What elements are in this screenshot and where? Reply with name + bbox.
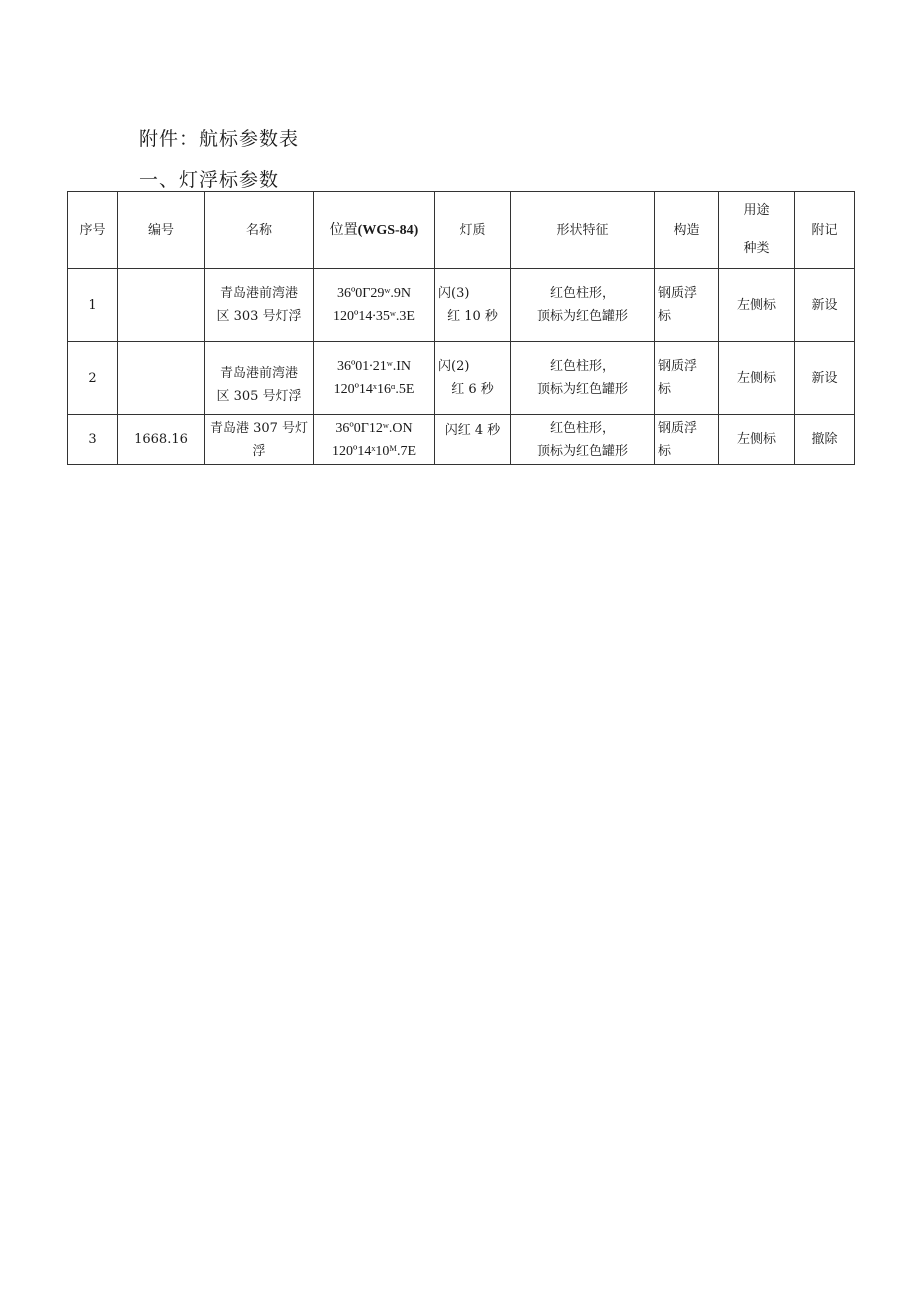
- cell-name: [205, 342, 314, 415]
- cell-usage: 左侧标: [719, 415, 795, 465]
- cell-code: [118, 269, 205, 342]
- header-usage-line2: 种类: [743, 241, 770, 256]
- header-position-prefix: 位置: [329, 222, 358, 238]
- cell-name-line2: 浮: [252, 443, 266, 459]
- cell-name-line1: 青岛港前湾港: [219, 286, 298, 301]
- cell-longitude: 120º14ˣ10ᴹ.7E: [332, 443, 416, 459]
- cell-structure-line2: 标: [658, 443, 672, 459]
- cell-seq: 3: [68, 415, 118, 465]
- cell-shape: [511, 342, 655, 415]
- cell-structure-line1: 钢质浮: [658, 420, 698, 436]
- cell-name-line2: 区 305 号灯浮: [216, 389, 302, 404]
- cell-position: [314, 342, 435, 415]
- header-usage: [719, 192, 795, 269]
- cell-light-line1: 闪(3): [438, 286, 470, 301]
- cell-structure: [655, 342, 719, 415]
- cell-name-line1: 青岛港前湾港: [219, 366, 298, 381]
- cell-structure-line1: 钢质浮: [658, 359, 698, 374]
- header-structure: 构造: [655, 192, 719, 269]
- header-remark: 附记: [795, 192, 855, 269]
- header-light: 灯质: [435, 192, 511, 269]
- cell-code: [118, 342, 205, 415]
- cell-shape-line2: 顶标为红色罐形: [536, 382, 628, 397]
- cell-light-line1: 闪红 4 秒: [444, 423, 501, 438]
- cell-shape-line2: 顶标为红色罐形: [536, 309, 628, 324]
- cell-structure-line2: 标: [658, 382, 672, 397]
- cell-remark: 新设: [795, 269, 855, 342]
- header-position: [314, 192, 435, 269]
- cell-name-line1: 青岛港 307 号灯: [209, 420, 309, 436]
- header-name: 名称: [205, 192, 314, 269]
- cell-position: [314, 269, 435, 342]
- cell-remark: 撤除: [795, 415, 855, 465]
- cell-code: 1668.16: [118, 415, 205, 465]
- cell-structure-line1: 钢质浮: [658, 286, 698, 301]
- cell-name: [205, 269, 314, 342]
- cell-position: [314, 415, 435, 465]
- cell-light-line2: 红 6 秒: [451, 382, 494, 397]
- cell-shape: [511, 415, 655, 465]
- table-row: [68, 342, 855, 415]
- cell-usage: 左侧标: [719, 342, 795, 415]
- cell-longitude: 120º14∙35ʷ.3E: [333, 309, 415, 324]
- cell-structure-line2: 标: [658, 309, 672, 324]
- cell-seq: 2: [68, 342, 118, 415]
- cell-latitude: 36º0Γ29ʷ.9N: [336, 286, 412, 301]
- table-row: [68, 415, 855, 465]
- header-shape: 形状特征: [511, 192, 655, 269]
- cell-shape-line1: 红色柱形，: [549, 286, 615, 301]
- cell-shape-line1: 红色柱形，: [549, 359, 615, 374]
- attachment-heading: 附件：航标参数表: [139, 128, 300, 150]
- header-position-datum: (WGS-84): [357, 222, 419, 238]
- cell-structure: [655, 269, 719, 342]
- cell-light-line1: 闪(2): [438, 359, 470, 374]
- cell-light-line2: 红 10 秒: [447, 309, 498, 324]
- cell-name-line2: 区 303 号灯浮: [216, 309, 302, 324]
- cell-longitude: 120º14ˣ16ᵅ.5E: [333, 382, 415, 397]
- table-header-row: [68, 192, 855, 269]
- cell-seq: 1: [68, 269, 118, 342]
- cell-remark: 新设: [795, 342, 855, 415]
- cell-latitude: 36º01∙21ʷ.IN: [336, 359, 412, 374]
- cell-light: [435, 342, 511, 415]
- table-row: [68, 269, 855, 342]
- header-code: 编号: [118, 192, 205, 269]
- section-heading: 一、灯浮标参数: [139, 169, 280, 191]
- cell-structure: [655, 415, 719, 465]
- cell-light: [435, 269, 511, 342]
- header-seq: 序号: [68, 192, 118, 269]
- cell-usage: 左侧标: [719, 269, 795, 342]
- cell-shape-line2: 顶标为红色罐形: [536, 443, 628, 459]
- light-buoy-parameter-table: [67, 191, 855, 465]
- cell-light: [435, 415, 511, 465]
- cell-latitude: 36º0Γ12ʷ.ON: [335, 420, 413, 436]
- header-usage-line1: 用途: [743, 203, 770, 218]
- cell-name: [205, 415, 314, 465]
- cell-shape: [511, 269, 655, 342]
- cell-shape-line1: 红色柱形，: [549, 420, 615, 436]
